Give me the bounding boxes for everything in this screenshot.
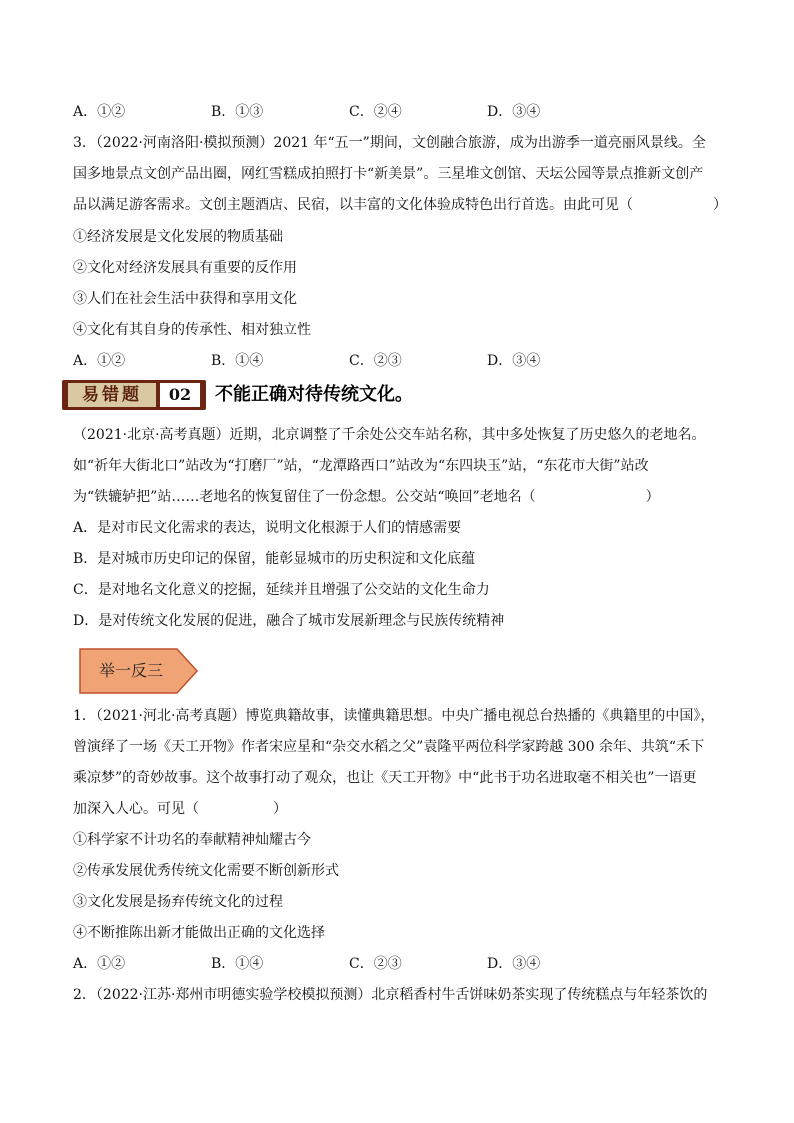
q3-item-4: ④文化有其自身的传承性、相对独立性 — [73, 322, 311, 338]
practice-label: 举一反三 — [98, 661, 163, 680]
p1-stem-close: ） — [273, 801, 287, 817]
error-topic-badge — [62, 380, 206, 410]
err-q-option-c[interactable]: C．是对地名文化意义的挖掘，延续并且增强了公交站的文化生命力 — [73, 582, 490, 598]
p1-stem-text: 加深入人心。可见（ — [73, 801, 199, 817]
q3-stem-text: 品以满足游客需求。文创主题酒店、民宿，以丰富的文化体验成特色出行首选。由此可见（ — [73, 197, 633, 213]
error-topic-number: 02 — [160, 383, 200, 407]
p1-stem-line-4 — [73, 800, 287, 818]
err-q-stem-line-3 — [73, 488, 660, 506]
p1-stem-line-1: 1．（2021·河北·高考真题）博览典籍故事，读懂典籍思想。中央广播电视总台热播的《典籍里的中国》， — [73, 708, 715, 724]
err-q-option-b[interactable]: B．是对城市历史印记的保留，能彰显城市的历史积淀和文化底蕴 — [73, 551, 476, 567]
err-q-stem-line-2: 如“祈年大街北口”站改为“打磨厂”站，“龙潭路西口”站改为“东四块玉”站，“东花市大街”站改 — [73, 458, 649, 474]
option-b[interactable]: B．①④ — [211, 956, 264, 972]
p1-item-1: ①科学家不计功名的奉献精神灿耀古今 — [73, 832, 311, 848]
q3-stem-line-3 — [73, 196, 727, 214]
q3-item-2: ②文化对经济发展具有重要的反作用 — [73, 260, 297, 276]
q3-stem-close: ） — [713, 197, 727, 213]
q3-item-3: ③人们在社会生活中获得和享用文化 — [73, 291, 297, 307]
p1-item-3: ③文化发展是扬弃传统文化的过程 — [73, 894, 283, 910]
p2-stem-line-1: 2．（2022·江苏·郑州市明德实验学校模拟预测）北京稻香村牛舌饼味奶茶实现了传统糕点与年轻茶饮的 — [73, 987, 708, 1003]
option-a[interactable]: A．①② — [73, 956, 126, 972]
option-d[interactable]: D．③④ — [487, 353, 541, 369]
option-b[interactable]: B．①④ — [211, 353, 264, 369]
option-a[interactable]: A．①② — [73, 104, 126, 120]
p1-options — [73, 955, 633, 973]
p1-item-4: ④不断推陈出新才能做出正确的文化选择 — [73, 925, 325, 941]
error-topic-description: 不能正确对待传统文化。 — [215, 384, 413, 405]
option-c[interactable]: C．②④ — [349, 104, 402, 120]
practice-tag — [79, 648, 199, 694]
q2-options — [73, 103, 633, 121]
p1-stem-line-3: 乘凉梦”的奇妙故事。这个故事打动了观众，也让《天工开物》中“此书于功名进取毫不相关也”一语更 — [73, 770, 697, 786]
option-d[interactable]: D．③④ — [487, 104, 541, 120]
p1-stem-line-2: 曾演绎了一场《天工开物》作者宋应星和“杂交水稻之父”袁隆平两位科学家跨越 300 余年、共筑“禾下 — [73, 739, 705, 755]
option-a[interactable]: A．①② — [73, 353, 126, 369]
q3-stem-line-2: 国多地景点文创产品出圈，网红雪糕成拍照打卡“新美景”。三星堆文创馆、天坛公园等景点推新文创产 — [73, 166, 704, 182]
err-q-stem-line-1: （2021·北京·高考真题）近期，北京调整了千余处公交车站名称，其中多处恢复了历史悠久的老地名。 — [73, 427, 706, 443]
option-d[interactable]: D．③④ — [487, 956, 541, 972]
q3-options — [73, 352, 633, 370]
option-b[interactable]: B．①③ — [211, 104, 264, 120]
error-topic-title: 易错题 — [68, 383, 156, 407]
option-c[interactable]: C．②③ — [349, 956, 402, 972]
p1-item-2: ②传承发展优秀传统文化需要不断创新形式 — [73, 863, 339, 879]
err-q-stem-text: 为“铁辘轳把”站……老地名的恢复留住了一份念想。公交站“唤回”老地名（ — [73, 489, 536, 505]
err-q-option-d[interactable]: D．是对传统文化发展的促进，融合了城市发展新理念与民族传统精神 — [73, 613, 505, 629]
option-c[interactable]: C．②③ — [349, 353, 402, 369]
q3-item-1: ①经济发展是文化发展的物质基础 — [73, 229, 283, 245]
err-q-stem-close: ） — [645, 489, 660, 505]
q3-stem-line-1: 3．（2022·河南洛阳·模拟预测）2021 年“五一”期间，文创融合旅游，成为出游季一道亮丽风景线。全 — [73, 135, 706, 151]
err-q-option-a[interactable]: A．是对市民文化需求的表达，说明文化根源于人们的情感需要 — [73, 520, 462, 536]
